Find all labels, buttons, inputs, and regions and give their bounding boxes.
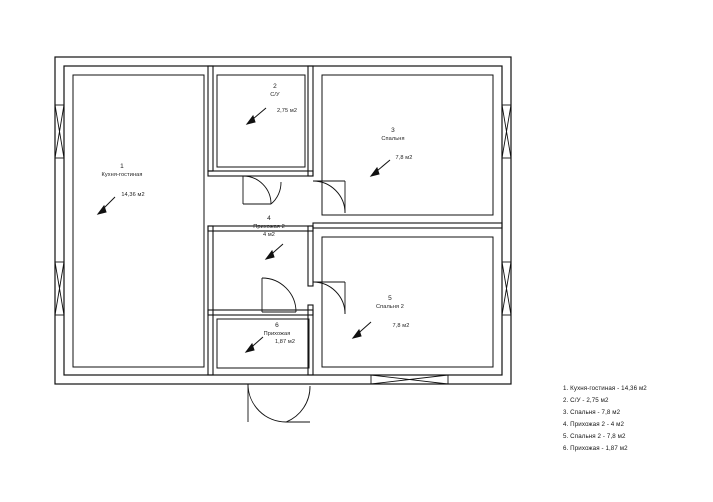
room-name: Прихожая 2: [253, 223, 285, 230]
room-area: 14,36 м2: [121, 192, 145, 199]
room-number: 2: [273, 83, 277, 90]
room-label-3: [363, 127, 423, 163]
legend-item: 1. Кухня-гостиная - 14,36 м2: [563, 385, 647, 392]
legend: [563, 383, 708, 456]
legend-item: 6. Прихожая - 1,87 м2: [563, 445, 628, 453]
room-area: 7,8 м2: [392, 323, 410, 330]
room-name: С/У: [270, 91, 280, 98]
room-number: 3: [391, 127, 395, 134]
room-area: 2,75 м2: [276, 108, 298, 115]
room-label-4: [238, 215, 300, 240]
room-name: Кухня-гостиная: [101, 171, 143, 178]
room-label-6: [249, 322, 305, 347]
room-area: 1,87 м2: [274, 339, 296, 346]
room-label-1: [86, 163, 158, 200]
room-label-2: [245, 83, 305, 116]
room-number: 1: [120, 163, 124, 170]
room-number: 5: [388, 295, 392, 302]
room-label-5: [360, 295, 420, 331]
room-number: 6: [275, 322, 279, 329]
room-number: 4: [267, 215, 271, 222]
room-name: Спальня: [381, 135, 405, 142]
room-area: 4 м2: [262, 232, 276, 239]
room-name: Прихожая: [263, 330, 291, 337]
door-symbols: [243, 176, 345, 422]
legend-item: 4. Прихожая 2 - 4 м2: [563, 421, 625, 429]
room-area: 7,8 м2: [395, 155, 413, 162]
legend-item: 5. Спальня 2 - 7,8 м2: [563, 433, 626, 441]
room-name: Спальня 2: [375, 303, 405, 310]
legend-item: 3. Спальня - 7,8 м2: [563, 409, 621, 417]
legend-item: 2. С/У - 2,75 м2: [563, 397, 609, 405]
